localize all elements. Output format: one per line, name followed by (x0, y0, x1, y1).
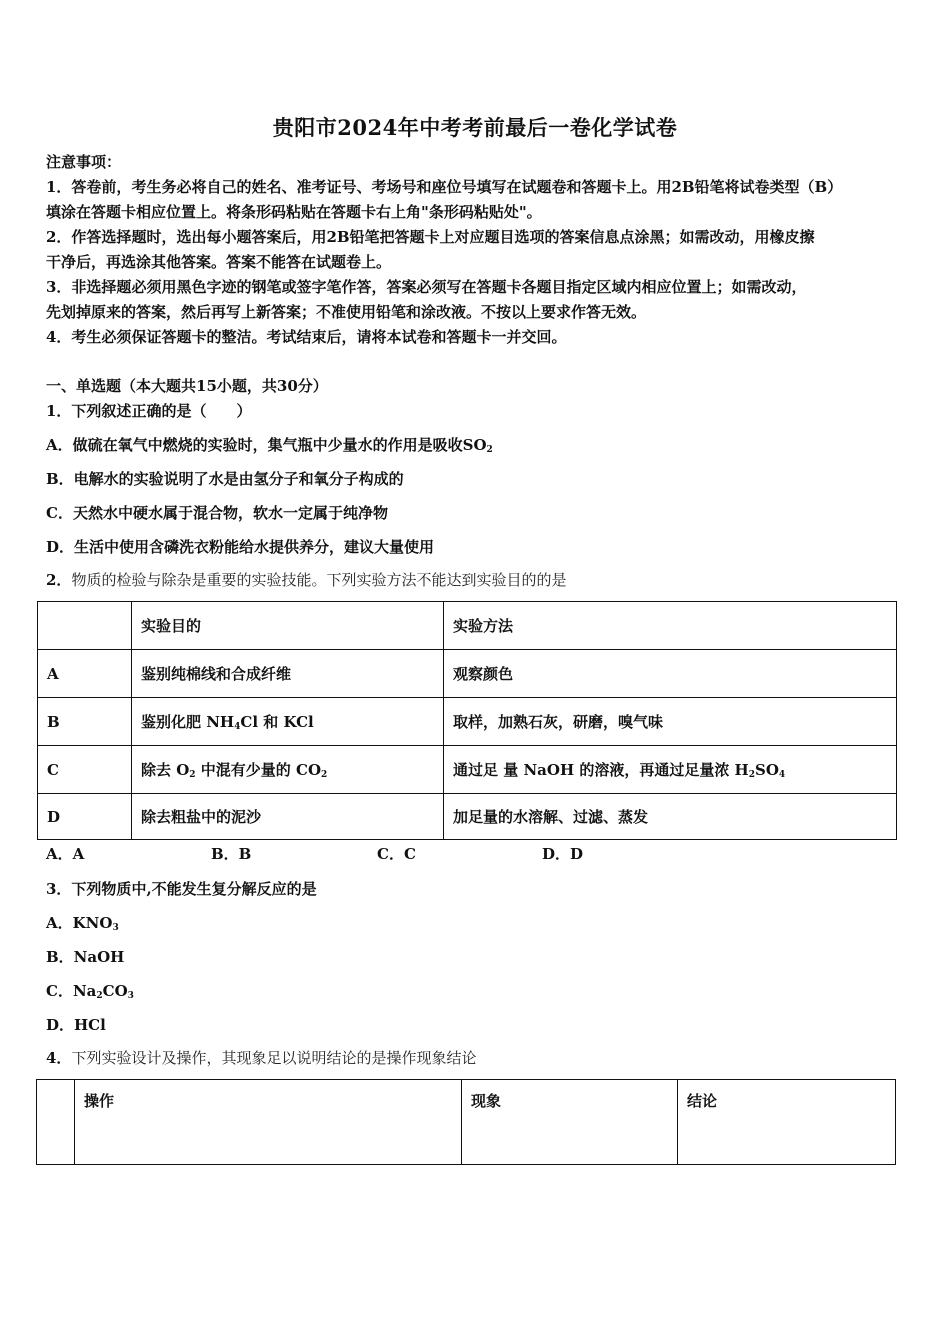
notice-line: 先划掉原来的答案，然后再写上新答案；不准使用铅笔和涂改液。不按以上要求作答无效。 (46, 303, 647, 321)
row-label: A (38, 650, 132, 698)
q3-option-c: C．$Na_2CO_3$ (46, 982, 134, 1001)
table-row (38, 746, 897, 794)
row-method: 加足量的水溶解、过滤、蒸发 (444, 794, 897, 840)
notice-line: 1．答卷前，考生务必将自己的姓名、准考证号、考场号和座位号填写在试题卷和答题卡上。用2B铅笔将试卷类型（B） (46, 178, 843, 196)
table-row (38, 650, 897, 698)
q3-option-d: D．HCl (46, 1016, 106, 1034)
q3-option-a: A．$KNO_3$ (46, 914, 119, 933)
notice-heading: 注意事项： (46, 153, 122, 171)
q2-option-a: A．A (46, 845, 85, 863)
notice-line: 3．非选择题必须用黑色字迹的钢笔或签字笔作答，答案必须写在答题卡各题目指定区域内相应位置上；如需改动， (46, 278, 807, 296)
table-header-purpose: 实验目的 (132, 602, 444, 650)
row-label: B (38, 698, 132, 746)
table-row (38, 602, 897, 650)
q2-option-b: B．B (211, 845, 252, 863)
notice-line: 填涂在答题卡相应位置上。将条形码粘贴在答题卡右上角"条形码粘贴处"。 (46, 203, 542, 221)
q1-option-c: C．天然水中硬水属于混合物，软水一定属于纯净物 (46, 504, 388, 522)
table-header-method: 实验方法 (444, 602, 897, 650)
row-label: C (38, 746, 132, 794)
notice-line: 4．考生必须保证答题卡的整洁。考试结束后，请将本试卷和答题卡一并交回。 (46, 328, 567, 346)
q3-stem: 3．下列物质中,不能发生复分解反应的是 (46, 880, 317, 898)
notice-line: 干净后，再选涂其他答案。答案不能答在试题卷上。 (46, 253, 392, 271)
q2-option-d: D．D (542, 845, 584, 863)
row-method: 通过足 量 NaOH 的溶液，再通过足量浓 $H_2SO_4$ (444, 746, 897, 794)
table-header-phenomenon: 现象 (462, 1080, 678, 1165)
table-cell (38, 602, 132, 650)
row-method: 取样，加熟石灰，研磨，嗅气味 (444, 698, 897, 746)
q1-option-d: D．生活中使用含磷洗衣粉能给水提供养分，建议大量使用 (46, 538, 435, 556)
q4-table (36, 1079, 896, 1165)
q4-stem: 4．下列实验设计及操作，其现象足以说明结论的是操作现象结论 (46, 1049, 477, 1067)
table-header-operation: 操作 (75, 1080, 462, 1165)
table-row (38, 698, 897, 746)
row-label: D (38, 794, 132, 840)
row-method: 观察颜色 (444, 650, 897, 698)
table-cell (37, 1080, 75, 1165)
table-row (38, 794, 897, 840)
q1-stem: 1．下列叙述正确的是（ ） (46, 402, 252, 420)
q2-table (37, 601, 897, 840)
q3-option-b: B．NaOH (46, 948, 125, 966)
row-purpose: 除去粗盐中的泥沙 (132, 794, 444, 840)
notice-line: 2．作答选择题时，选出每小题答案后，用2B铅笔把答题卡上对应题目选项的答案信息点涂黑；如需改动，用橡皮擦 (46, 228, 815, 246)
q2-stem: 2．物质的检验与除杂是重要的实验技能。下列实验方法不能达到实验目的的是 (46, 571, 567, 589)
q2-option-c: C．C (377, 845, 416, 863)
row-purpose: 鉴别化肥 $NH_4Cl$ 和 KCl (132, 698, 444, 746)
q1-option-a: A．做硫在氧气中燃烧的实验时，集气瓶中少量水的作用是吸收$SO_2$ (46, 436, 493, 455)
q1-option-b: B．电解水的实验说明了水是由氢分子和氧分子构成的 (46, 470, 404, 488)
row-purpose: 鉴别纯棉线和合成纤维 (132, 650, 444, 698)
table-header-conclusion: 结论 (678, 1080, 896, 1165)
page-title: 贵阳市2024年中考考前最后一卷化学试卷 (272, 115, 678, 140)
row-purpose: 除去 $O_2$ 中混有少量的 $CO_2$ (132, 746, 444, 794)
table-row (37, 1080, 896, 1165)
section-heading: 一、单选题（本大题共15小题，共30分） (46, 377, 328, 395)
